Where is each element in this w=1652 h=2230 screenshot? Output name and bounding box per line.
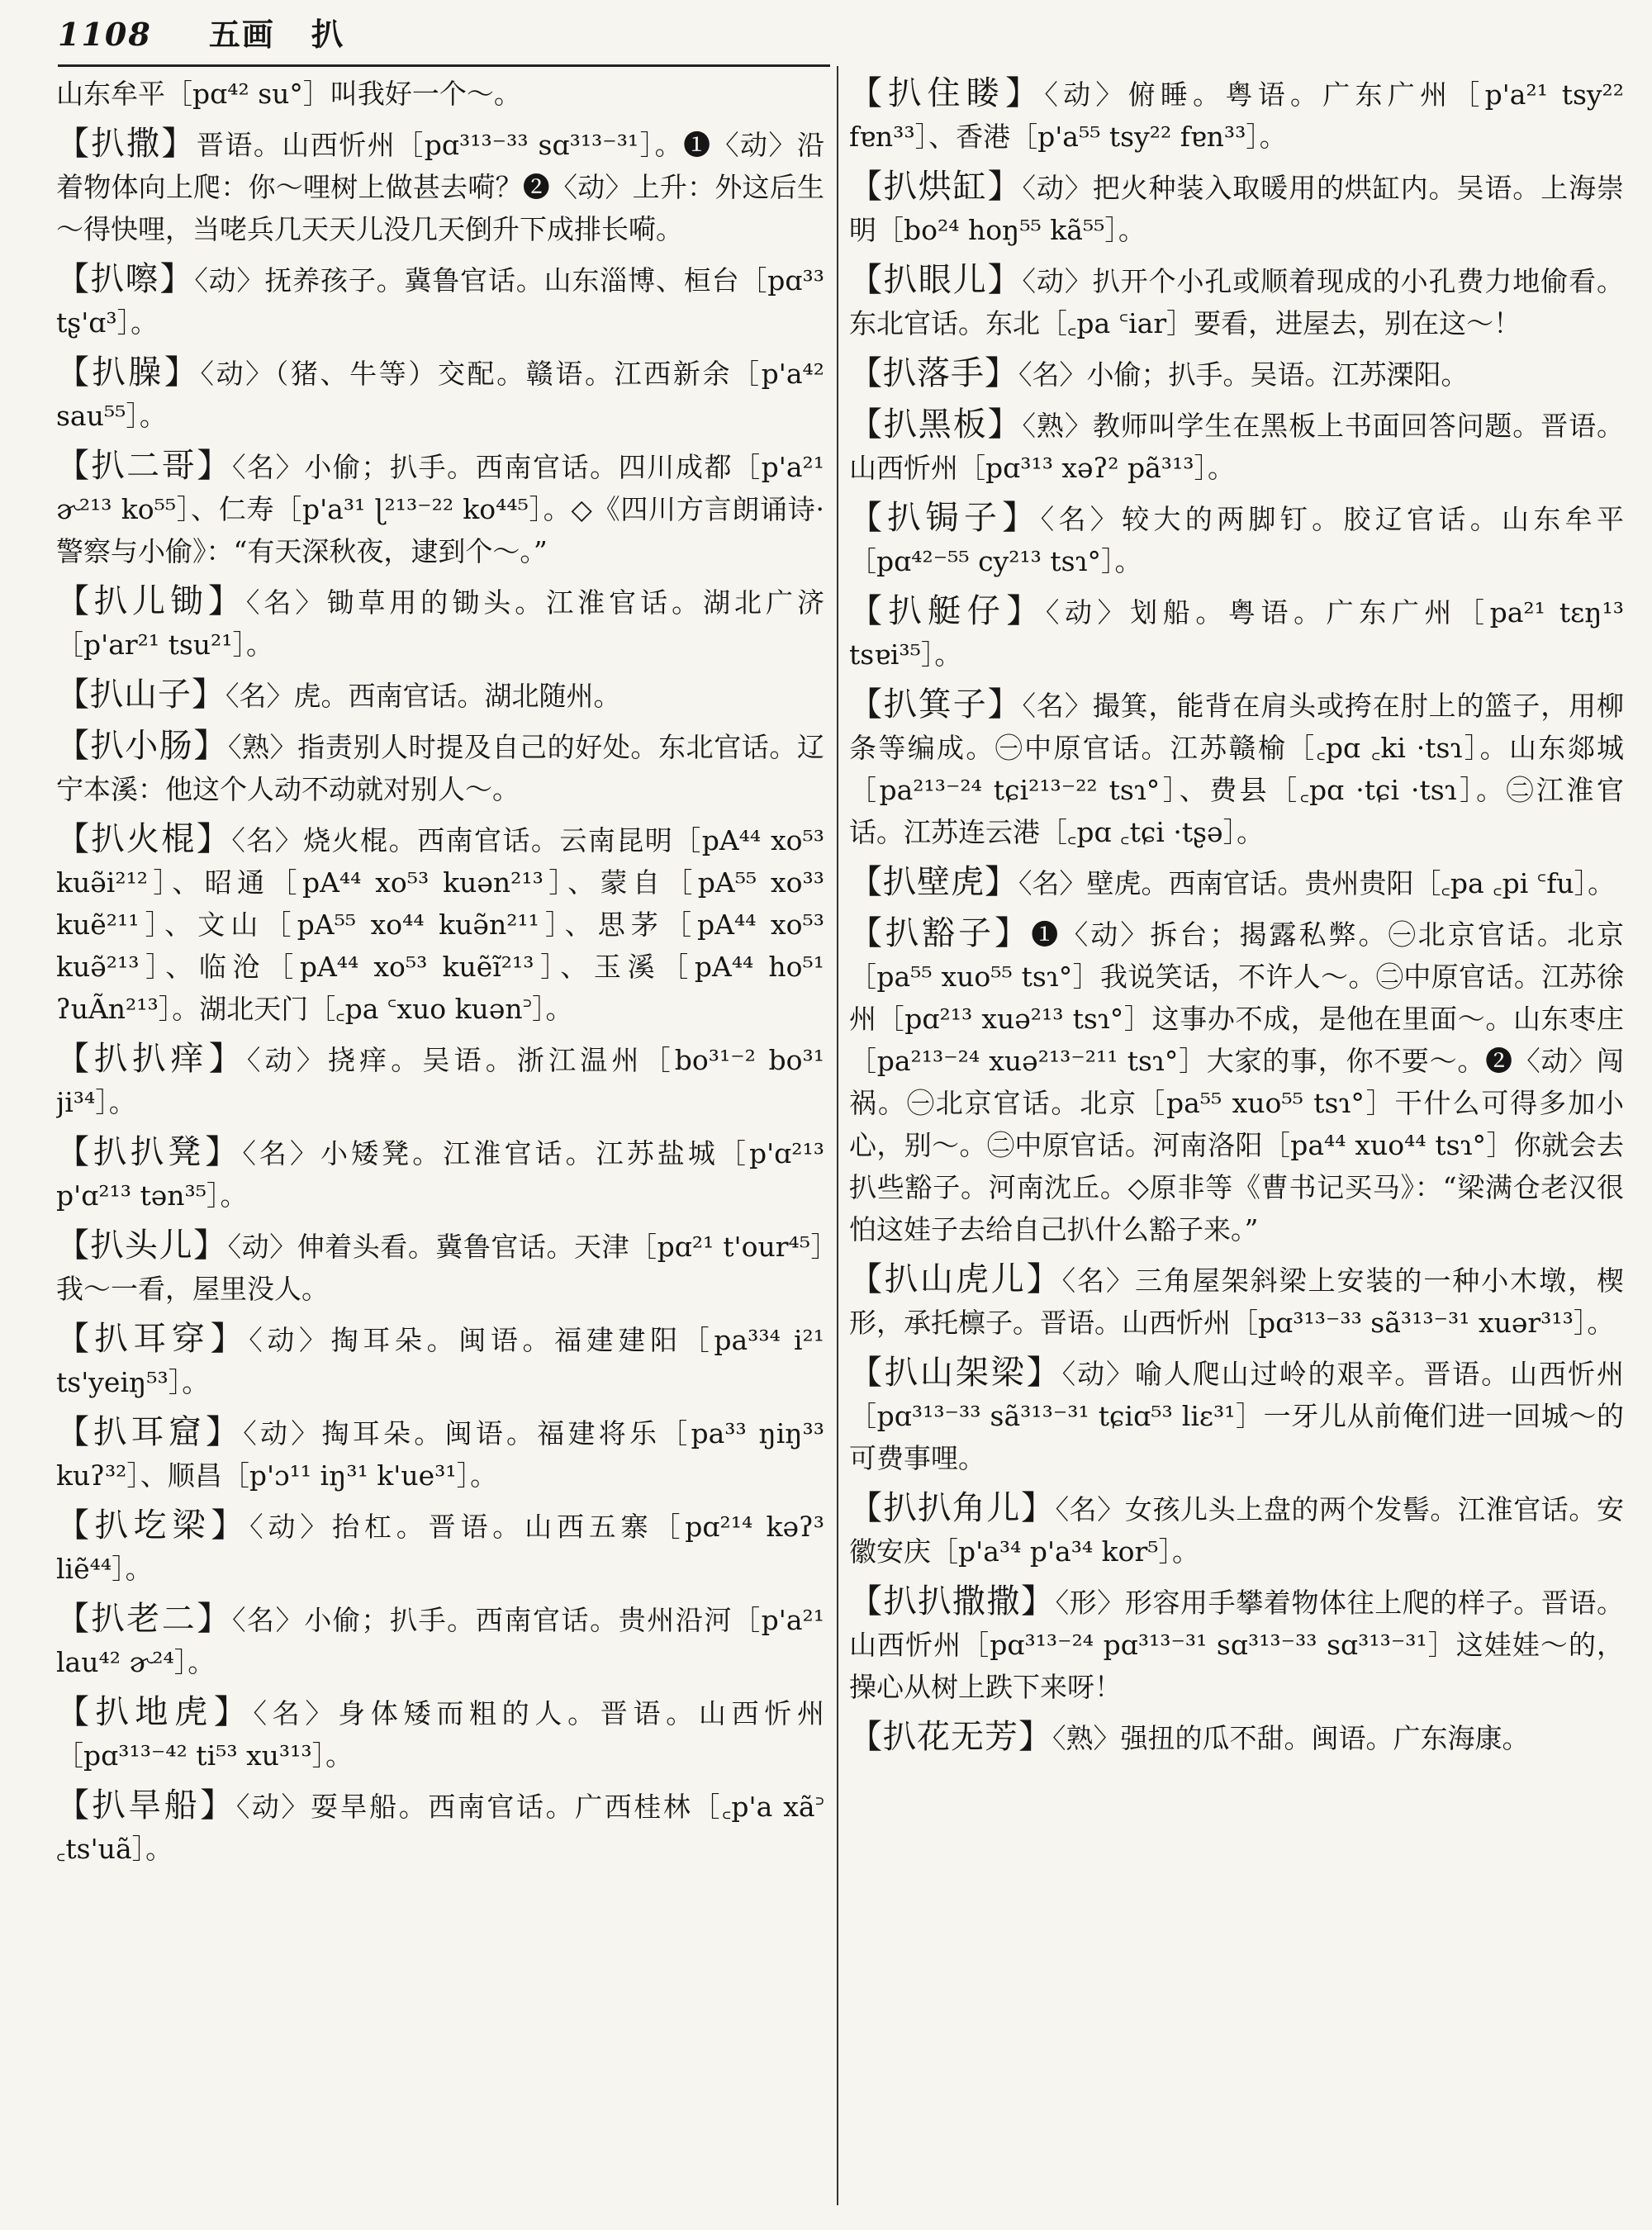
entry-headword: 【扒锔子】: [849, 499, 1041, 537]
entry-definition: 〈名〉小矮凳。江淮官话。江苏盐城［p'ɑ²¹³ p'ɑ²¹³ tən³⁵］。: [56, 1137, 824, 1212]
entry-definition: 〈名〉女孩儿头上盘的两个发髻。江淮官话。安徽安庆［p'a³⁴ p'a³⁴ kor⁵］。: [849, 1493, 1624, 1568]
entry-headword: 【扒箕子】: [849, 686, 1023, 724]
entry-headword: 【扒头儿】: [56, 1226, 228, 1264]
right-column: [849, 73, 1624, 2220]
entry-headword: 【扒黑板】: [849, 406, 1023, 444]
dictionary-entry: [849, 404, 1624, 489]
entry-definition: 〈动〉扒开个小孔或顺着现成的小孔费力地偷看。东北官话。东北［꜀pa ꜂iar］要看，进屋去，别在这～！: [849, 265, 1624, 339]
entry-headword: 【扒壁虎】: [849, 863, 1018, 901]
entry-headword: 【扒山虎儿】: [849, 1260, 1062, 1298]
dictionary-entry: [56, 1785, 824, 1870]
dictionary-entry: [56, 1412, 824, 1497]
entry-headword: 【扒地虎】: [56, 1693, 254, 1731]
dictionary-entry: [56, 73, 824, 115]
dictionary-entry: [56, 445, 824, 572]
head-character: 扒: [311, 16, 344, 53]
entry-definition: 山东牟平［pɑ⁴² su°］叫我好一个～。: [56, 78, 521, 110]
entry-headword: 【扒扒痒】: [56, 1040, 247, 1078]
entry-headword: 【扒扒角儿】: [849, 1489, 1056, 1527]
entry-headword: 【扒艇仔】: [849, 592, 1046, 630]
dictionary-entry: [849, 353, 1624, 396]
entry-headword: 【扒豁子】: [849, 914, 1032, 952]
entry-headword: 【扒圪梁】: [56, 1506, 250, 1544]
entry-headword: 【扒耳窟】: [56, 1413, 244, 1451]
dictionary-entry: [56, 1225, 824, 1310]
entry-definition: 〈名〉锄草用的锄头。江淮官话。湖北广济［p'ar²¹ tsu²¹］。: [56, 586, 824, 661]
page-number: 1108: [58, 16, 152, 53]
entry-headword: 【扒小肠】: [56, 727, 228, 765]
entry-headword: 【扒住䁖】: [849, 74, 1045, 112]
entry-definition: 〈名〉身体矮而粗的人。晋语。山西忻州［pɑ³¹³⁻⁴² ti⁵³ xu³¹³］。: [56, 1697, 824, 1772]
dictionary-entry: [849, 1581, 1624, 1708]
entry-headword: 【扒老二】: [56, 1600, 232, 1638]
entry-definition: 〈名〉壁虎。西南官话。贵州贵阳［꜀pa ꜀pi ꜂fu］。: [1018, 867, 1616, 899]
dictionary-entry: [56, 818, 824, 1030]
entry-definition: 〈动〉抬杠。晋语。山西五寨［pɑ²¹⁴ kəʔ³ liẽ⁴⁴］。: [56, 1511, 824, 1585]
entry-definition: 〈动〉（猪、牛等）交配。赣语。江西新余［p'a⁴² sau⁵⁵］。: [56, 358, 824, 432]
entry-definition: 〈名〉小偷；扒手。西南官话。贵州沿河［p'a²¹ lau⁴² ɚ²⁴］。: [56, 1604, 824, 1678]
dictionary-entry: [849, 73, 1624, 158]
entry-definition: 〈动〉掏耳朵。闽语。福建建阳［pa³³⁴ i²¹ ts'yeiŋ⁵³］。: [56, 1324, 824, 1398]
dictionary-entry: [849, 497, 1624, 582]
entry-definition: 〈动〉抚养孩子。冀鲁官话。山东淄博、桓台［pɑ³³ tʂ'ɑ³］。: [56, 264, 824, 339]
page-header: [58, 12, 1611, 61]
entry-definition: 〈名〉虎。西南官话。湖北随州。: [225, 680, 621, 712]
dictionary-entry: [56, 352, 824, 437]
entry-headword: 【扒二哥】: [56, 447, 232, 485]
entry-definition: 〈名〉较大的两脚钉。胶辽官话。山东牟平［pɑ⁴²⁻⁵⁵ cy²¹³ tsɿ°］。: [849, 503, 1624, 577]
entry-headword: 【扒山子】: [56, 676, 225, 714]
entry-definition: 〈动〉划船。粤语。广东广州［pa²¹ tɛŋ¹³ tsɐi³⁵］。: [849, 596, 1624, 671]
dictionary-entry: [56, 674, 824, 717]
section-title: 五画: [208, 16, 275, 53]
entry-headword: 【扒烘缸】: [849, 168, 1023, 206]
header-rule: [58, 64, 830, 67]
entry-headword: 【扒扒撒撒】: [849, 1582, 1056, 1620]
dictionary-entry: [849, 1352, 1624, 1479]
dictionary-entry: [56, 1132, 824, 1217]
left-column: [56, 73, 824, 2220]
dictionary-entry: [56, 1038, 824, 1123]
dictionary-entry: [849, 684, 1624, 853]
dictionary-entry: [849, 259, 1624, 344]
entry-definition: 〈名〉三角屋架斜梁上安装的一种小木墩，楔形，承托檩子。晋语。山西忻州［pɑ³¹³⁻³³ sã³¹³⁻³¹ xuər³¹³］。: [849, 1264, 1624, 1339]
dictionary-entry: [849, 166, 1624, 251]
entry-headword: 【扒臊】: [56, 353, 201, 391]
entry-definition: 〈动〉把火种装入取暖用的烘缸内。吴语。上海崇明［bo²⁴ hoŋ⁵⁵ kã⁵⁵］。: [849, 172, 1624, 246]
entry-definition: 〈名〉烧火棍。西南官话。云南昆明［pA⁴⁴ xo⁵³ kuə̃i²¹²］、昭通［pA⁴⁴ xo⁵³ kuən²¹³］、蒙自［pA⁵⁵ xo³³ kuẽ²¹¹］、文山［pA⁵⁵ xo⁴⁴ kuə̃n²¹¹］、思茅［pA⁴⁴ xo⁵³ kuə̃²¹³］、临沧［pA⁴⁴ xo⁵³ kuẽĩ²¹³］、玉溪［pA⁴⁴ ho⁵¹ ʔuÃn²¹³］。湖北天门［꜀pa ꜂xuo kuən꜄］。: [56, 824, 824, 1025]
entry-definition: 〈动〉挠痒。吴语。浙江温州［bo³¹⁻² bo³¹ ji³⁴］。: [56, 1044, 824, 1118]
entry-headword: 【扒火棍】: [56, 820, 232, 858]
entry-headword: 【扒扒凳】: [56, 1133, 243, 1171]
dictionary-entry: [56, 123, 824, 250]
dictionary-entry: [56, 725, 824, 810]
entry-definition: 〈动〉喻人爬山过岭的艰辛。晋语。山西忻州［pɑ³¹³⁻³³ sã³¹³⁻³¹ tɕiɑ⁵³ liɛ³¹］一牙儿从前俺们进一回城～的可费事哩。: [849, 1358, 1624, 1474]
entry-definition: 〈熟〉指责别人时提及自己的好处。东北官话。辽宁本溪：他这个人动不动就对别人～。: [56, 731, 824, 805]
entry-headword: 【扒眼儿】: [849, 261, 1023, 299]
entry-headword: 【扒嚓】: [56, 260, 195, 298]
entry-headword: 【扒儿锄】: [56, 582, 246, 620]
dictionary-entry: [56, 1598, 824, 1683]
dictionary-entry: [56, 259, 824, 344]
dictionary-entry: [849, 1716, 1624, 1759]
entry-headword: 【扒落手】: [849, 354, 1018, 392]
entry-headword: 【扒山架梁】: [849, 1354, 1062, 1392]
entry-definition: ❶〈动〉拆台；揭露私弊。㊀北京官话。北京［pa⁵⁵ xuo⁵⁵ tsɿ°］我说笑话，不许人～。㊁中原官话。江苏徐州［pɑ²¹³ xuə²¹³ tsɿ°］这事办不成，是他在里面～。山东枣庄［pa²¹³⁻²⁴ xuə²¹³⁻²¹¹ tsɿ°］大家的事，你不要～。❷〈动〉闯祸。㊀北京官话。北京［pa⁵⁵ xuo⁵⁵ tsɿ°］干什么可得多加小心，别～。㊁中原官话。河南洛阳［pa⁴⁴ xuo⁴⁴ tsɿ°］你就会去扒些豁子。河南沈丘。◇原非等《曹书记买马》：“梁满仓老汉很怕这娃子去给自己扒什么豁子来。”: [849, 918, 1624, 1245]
entry-definition: 〈名〉小偷；扒手。西南官话。四川成都［p'a²¹ ɚ²¹³ ko⁵⁵］、仁寿［p'a³¹ ɭ²¹³⁻²² ko⁴⁴⁵］。◇《四川方言朗诵诗·警察与小偷》：“有天深秋夜，逮到个～。”: [56, 451, 824, 567]
column-divider: [837, 66, 838, 2205]
entry-headword: 【扒耳穿】: [56, 1320, 249, 1358]
entry-definition: 〈名〉小偷；扒手。吴语。江苏溧阳。: [1018, 358, 1469, 391]
dictionary-entry: [849, 913, 1624, 1250]
entry-definition: 〈名〉撮箕，能背在肩头或挎在肘上的篮子，用柳条等编成。㊀中原官话。江苏赣榆［꜀pɑ ꜀ki ·tsɿ］。山东郯城［pa²¹³⁻²⁴ tɕi²¹³⁻²² tsɿ°］、费县［꜀pɑ ·tɕi ·tsɿ］。㊁江淮官话。江苏连云港［꜀pɑ ꜀tɕi ·tʂə］。: [849, 690, 1624, 848]
entry-definition: 〈熟〉教师叫学生在黑板上书面回答问题。晋语。山西忻州［pɑ³¹³ xəʔ² pã³¹³］。: [849, 410, 1624, 484]
dictionary-entry: [56, 1691, 824, 1777]
entry-definition: 晋语。山西忻州［pɑ³¹³⁻³³ sɑ³¹³⁻³¹］。❶〈动〉沿着物体向上爬：你～哩树上做甚去嗬？❷〈动〉上升：外这后生～得快哩，当咾兵几天天儿没几天倒升下成排长嗬。: [56, 129, 824, 245]
entry-definition: 〈形〉形容用手攀着物体往上爬的样子。晋语。山西忻州［pɑ³¹³⁻²⁴ pɑ³¹³⁻³¹ sɑ³¹³⁻³³ sɑ³¹³⁻³¹］这娃娃～的，操心从树上跌下来呀！: [849, 1587, 1624, 1703]
dictionary-entry: [56, 1318, 824, 1403]
entry-definition: 〈熟〉强扭的瓜不甜。闽语。广东海康。: [1052, 1722, 1530, 1754]
entry-definition: 〈动〉俯睡。粤语。广东广州［p'a²¹ tsy²² fɐn³³］、香港［p'a⁵⁵ tsy²² fɐn³³］。: [849, 78, 1624, 153]
entry-definition: 〈动〉耍旱船。西南官话。广西桂林［꜀p'a xã꜄ ꜀ts'uã］。: [56, 1791, 824, 1865]
entry-definition: 〈动〉掏耳朵。闽语。福建将乐［pa³³ ŋiŋ³³ kuʔ³²］、顺昌［p'ɔ¹¹ iŋ³¹ k'ue³¹］。: [56, 1417, 824, 1492]
dictionary-entry: [56, 1505, 824, 1590]
entry-headword: 【扒旱船】: [56, 1786, 236, 1824]
dictionary-entry: [56, 581, 824, 666]
dictionary-entry: [849, 1259, 1624, 1344]
entry-definition: 〈动〉伸着头看。冀鲁官话。天津［pɑ²¹ t'our⁴⁵］我～一看，屋里没人。: [56, 1231, 824, 1305]
dictionary-entry: [849, 861, 1624, 904]
dictionary-entry: [849, 591, 1624, 676]
entry-headword: 【扒撒】: [56, 125, 197, 163]
entry-headword: 【扒花无芳】: [849, 1718, 1052, 1756]
dictionary-entry: [849, 1487, 1624, 1573]
